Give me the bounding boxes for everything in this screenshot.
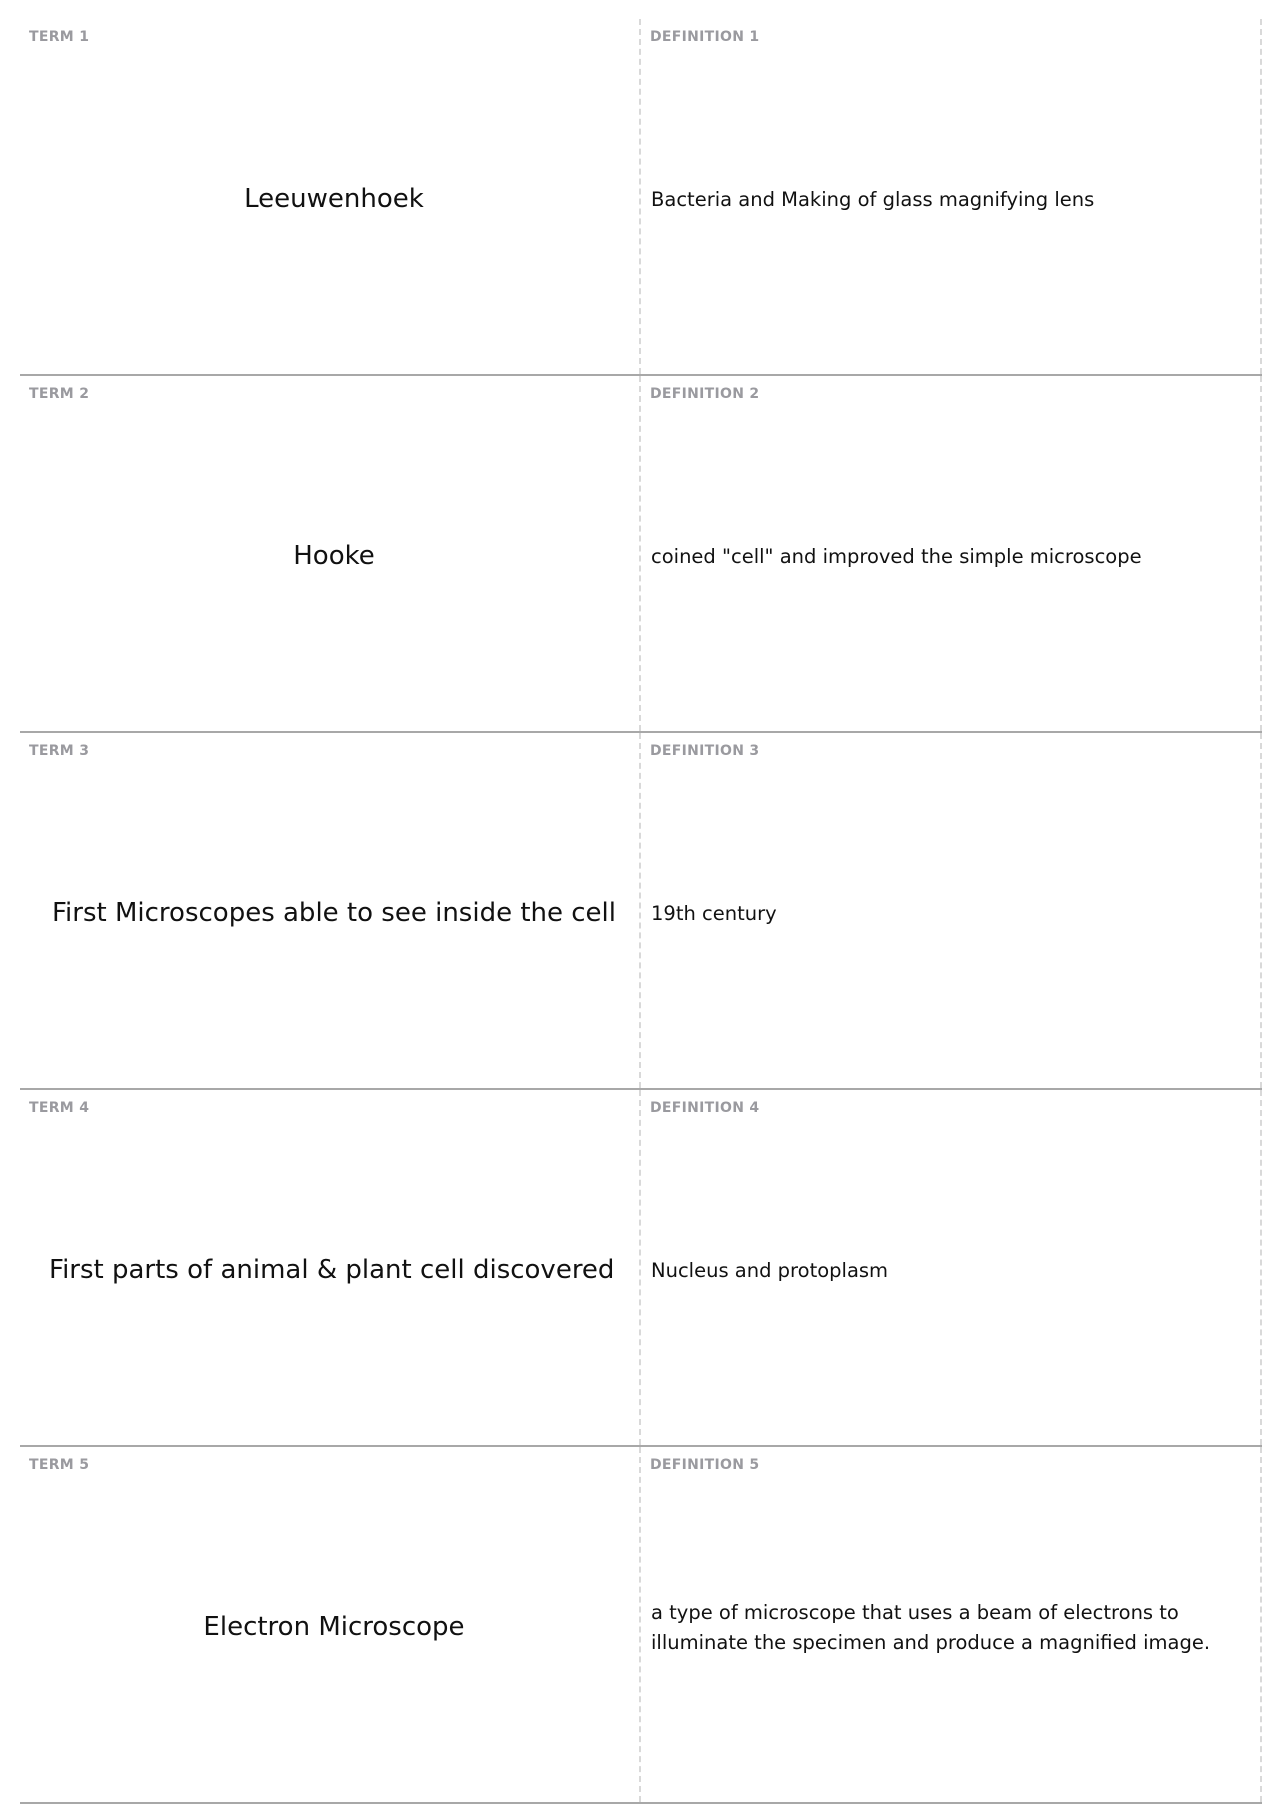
- definition-cell-2: [641, 376, 1262, 731]
- term-text: Electron Microscope: [203, 1612, 465, 1642]
- definition-cell-5: [641, 1447, 1262, 1802]
- flashcard-row-1: [20, 19, 1262, 376]
- term-text: First parts of animal & plant cell discovered: [49, 1255, 615, 1285]
- flashcard-sheet: [20, 19, 1262, 1804]
- definition-label: DEFINITION 5: [650, 1457, 760, 1473]
- definition-text: Nucleus and protoplasm: [651, 1258, 889, 1282]
- term-cell-2: [20, 376, 641, 731]
- definition-text: coined "cell" and improved the simple microscope: [651, 544, 1142, 568]
- term-label: TERM 1: [29, 29, 90, 45]
- term-label: TERM 2: [29, 386, 90, 402]
- definition-cell-3: [641, 733, 1262, 1088]
- definition-text: 19th century: [651, 901, 777, 925]
- flashcard-row-3: [20, 733, 1262, 1090]
- definition-label: DEFINITION 3: [650, 743, 760, 759]
- definition-cell-4: [641, 1090, 1262, 1445]
- definition-text: Bacteria and Making of glass magnifying lens: [651, 187, 1095, 211]
- term-label: TERM 4: [29, 1100, 90, 1116]
- term-cell-3: [20, 733, 641, 1088]
- term-text: First Microscopes able to see inside the cell: [51, 898, 616, 928]
- definition-label: DEFINITION 1: [650, 29, 760, 45]
- definition-text: a type of microscope that uses a beam of electrons to illuminate the specimen and produce a magnified image.: [651, 1600, 1211, 1654]
- definition-label: DEFINITION 2: [650, 386, 760, 402]
- term-text: Leeuwenhoek: [244, 184, 424, 214]
- term-cell-1: [20, 19, 641, 374]
- term-cell-5: [20, 1447, 641, 1802]
- definition-label: DEFINITION 4: [650, 1100, 760, 1116]
- term-label: TERM 5: [29, 1457, 90, 1473]
- term-text: Hooke: [293, 541, 375, 571]
- term-cell-4: [20, 1090, 641, 1445]
- term-label: TERM 3: [29, 743, 90, 759]
- flashcard-row-2: [20, 376, 1262, 733]
- flashcard-row-4: [20, 1090, 1262, 1447]
- definition-cell-1: [641, 19, 1262, 374]
- flashcard-row-5: [20, 1447, 1262, 1804]
